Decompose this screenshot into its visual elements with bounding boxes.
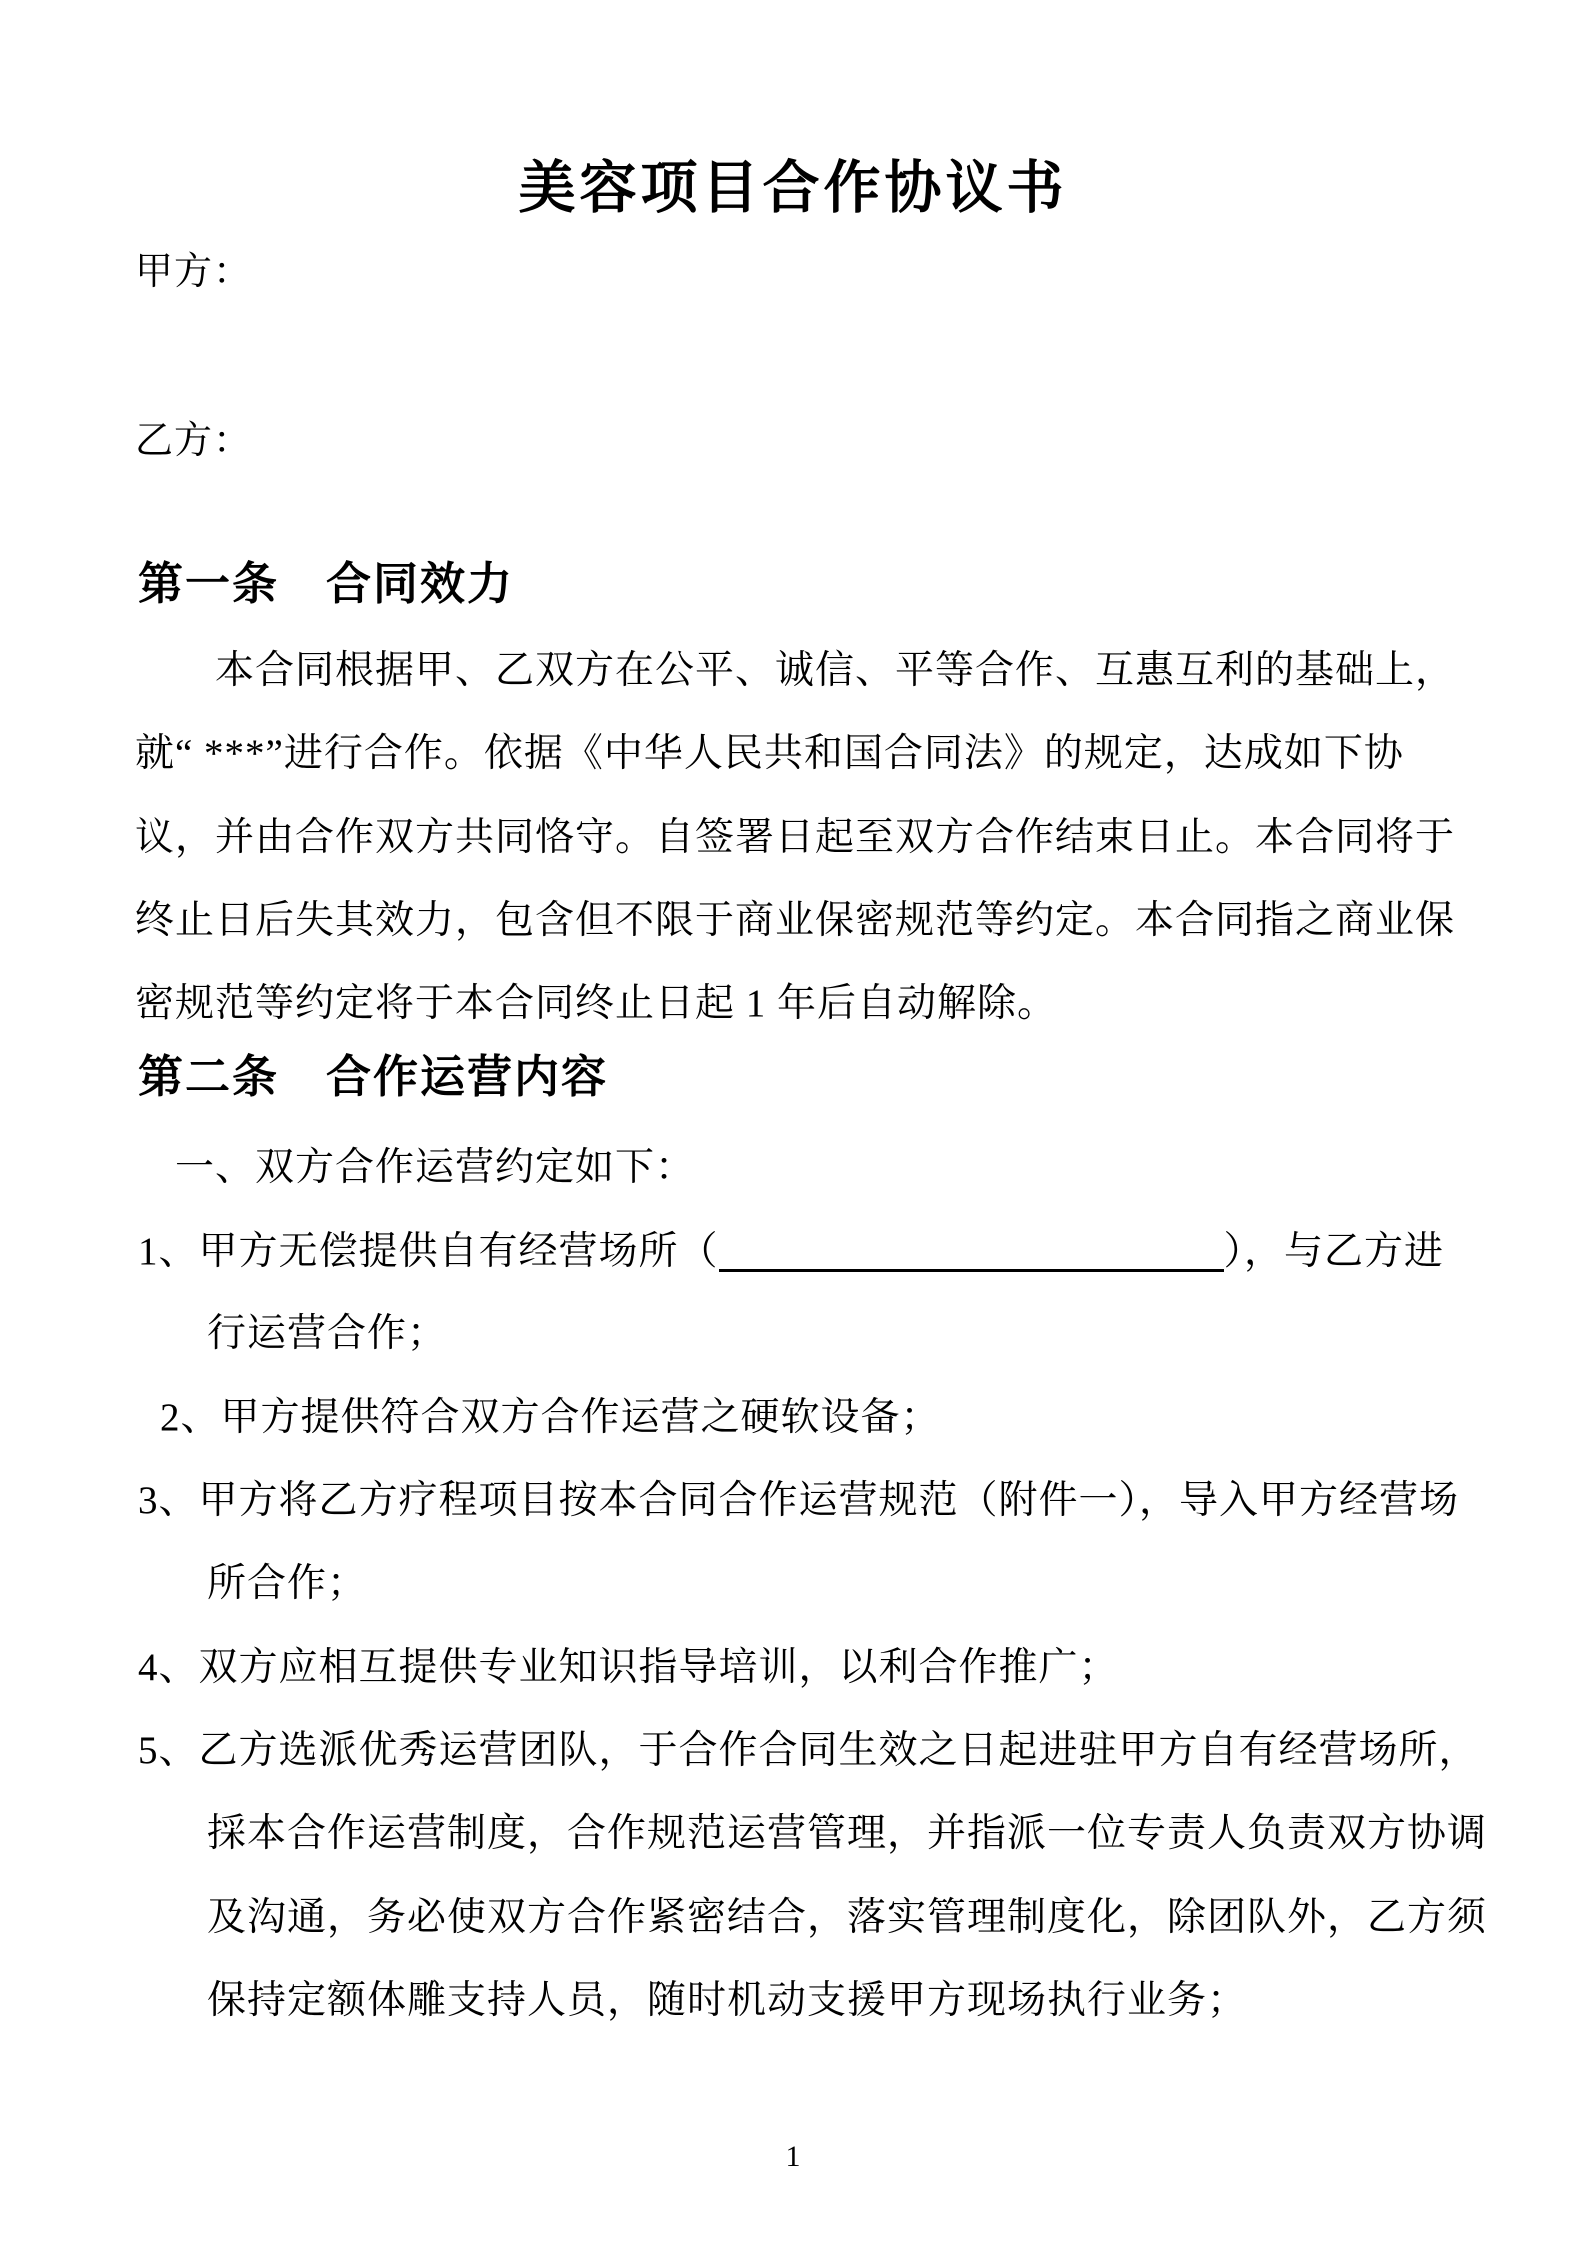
list-item-5-line-4: 保持定额体雕支持人员，随时机动支援甲方现场执行业务； bbox=[207, 1979, 1248, 2022]
list-item-1-line-1 bbox=[138, 1230, 1444, 1274]
section-1-paragraph-line: 终止日后失其效力，包含但不限于商业保密规范等约定。本合同指之商业保 bbox=[135, 899, 1456, 942]
list-item-2: 2、甲方提供符合双方合作运营之硬软设备； bbox=[160, 1396, 941, 1439]
list-item-5-line-1: 5、乙方选派优秀运营团队，于合作合同生效之日起进驻甲方自有经营场所， bbox=[138, 1729, 1479, 1772]
section-2-heading: 第二条 合作运营内容 bbox=[138, 1052, 609, 1102]
section-1-paragraph-line: 密规范等约定将于本合同终止日起 1 年后自动解除。 bbox=[135, 982, 1058, 1025]
fill-in-blank bbox=[719, 1230, 1224, 1272]
section-1-heading: 第一条 合同效力 bbox=[138, 559, 515, 609]
list-item-5-line-2: 採本合作运营制度，合作规范运营管理，并指派一位专责人负责双方协调 bbox=[207, 1812, 1488, 1855]
list-item-1-line-2: 行运营合作； bbox=[207, 1312, 448, 1355]
item-1-suffix: ），与乙方进 bbox=[1223, 1230, 1445, 1273]
list-item-3-line-2: 所合作； bbox=[207, 1562, 368, 1605]
party-a-label: 甲方： bbox=[135, 251, 253, 293]
party-b-label: 乙方： bbox=[135, 420, 253, 462]
document-title: 美容项目合作协议书 bbox=[518, 157, 1068, 220]
list-item-3-line-1: 3、甲方将乙方疗程项目按本合同合作运营规范（附件一），导入甲方经营场 bbox=[138, 1479, 1460, 1522]
list-item-5-line-3: 及沟通，务必使双方合作紧密结合，落实管理制度化，除团队外，乙方须 bbox=[207, 1896, 1488, 1939]
page-number: 1 bbox=[785, 2140, 801, 2173]
section-1-paragraph-line: 就“ ***”进行合作。依据《中华人民共和国合同法》的规定，达成如下协 bbox=[135, 732, 1404, 775]
section-2-intro: 一、双方合作运营约定如下： bbox=[175, 1146, 696, 1189]
item-1-prefix: 1、甲方无偿提供自有经营场所（ bbox=[138, 1230, 719, 1273]
list-item-4: 4、双方应相互提供专业知识指导培训，以利合作推广； bbox=[138, 1646, 1119, 1689]
section-1-paragraph-line: 本合同根据甲、乙双方在公平、诚信、平等合作、互惠互利的基础上， bbox=[215, 649, 1456, 692]
section-1-paragraph-line: 议，并由合作双方共同恪守。自签署日起至双方合作结束日止。本合同将于 bbox=[135, 816, 1456, 859]
